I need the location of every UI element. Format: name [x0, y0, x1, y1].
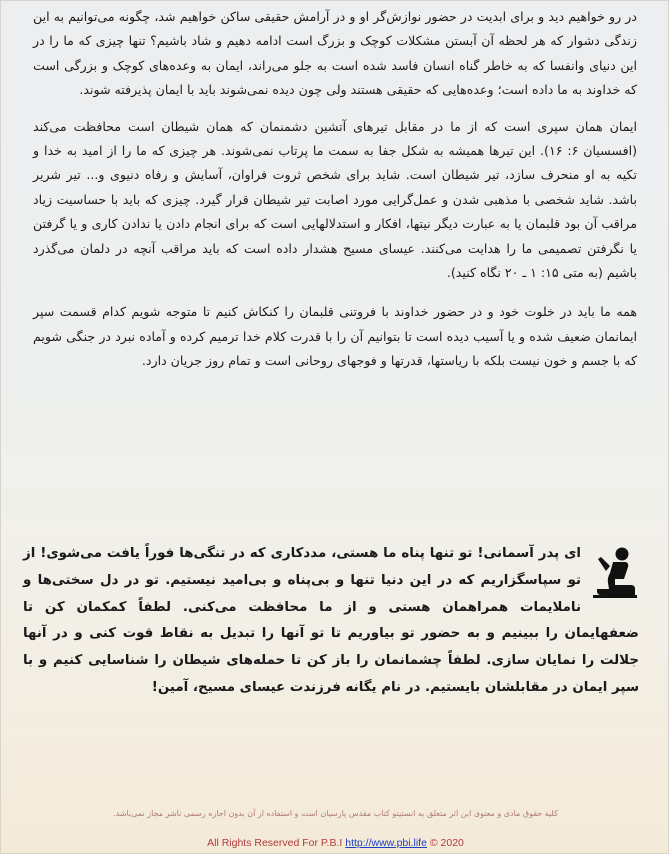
website-link[interactable]: http://www.pbi.life — [345, 837, 427, 849]
prayer-text: ای پدر آسمانی! تو تنها پناه ما هستی، مددکاری که در تنگی‌ها فوراً یافت می‌شوی! از تو سپاسگزاریم که در این دنیا تنها و بی‌پناه و بی‌امید نیستیم. تو در دل سختی‌ها و ناملایمات همراهمان هستی و از ما محافظت می‌کنی. لطفاً کمکمان کن تا ضعفهایمان را ببینیم و به حضور تو بیاوریم تا تو آنها را تبدیل به نقاط قوت کنی و در آنها جلالت را نمایان سازی. لطفاً چشمانمان را باز کن تا حمله‌های شیطان را شناسایی کنیم و با سپر ایمان در مقابلشان بایستیم. در نام یگانه فرزندت عیسای مسیح، آمین! — [23, 546, 639, 695]
paragraph-2: ایمان همان سپری است که از ما در مقابل تیرهای آتشین دشمنمان که همان شیطان است محافظت می‌کند (افسسیان ۶: ۱۶). این تیرها همیشه به شکل جفا به سمت ما پرتاب نمی‌شوند. هر چیزی که ما را از امید به خدا و تکیه به او منحرف سازد، تیر شیطان است. شاید برای شخص ثروت فراوان، آسایش و رفاه دنیوی و... تیر شریر باشد. شاید شخصی با مذهبی شدن و عمل‌گرایی مورد اصابت تیر شیطان قرار گیرد. چیزی که باید با حساسیت زیاد مراقب آن بود قلبمان یا به عبارت دیگر نیتها، افکار و استدلالهایی است که برای انجام دادن یا ندادن کاری و یا گرفتن یا نگرفتن تصمیمی ما را هدایت می‌کنند. عیسای مسیح هشدار داده است که باید مراقب آنچه در دلمان می‌گذرد باشیم (به متی ۱۵: ۱ ـ ۲۰ نگاه کنید). — [33, 118, 637, 281]
rights-notice: کلیه حقوق مادی و معنوی این اثر متعلق به انستیتو کتاب مقدس پارسیان است و استفاده از آن بدون اجازه رسمی ناشر مجاز نمی‌باشد. — [113, 809, 558, 818]
paragraph-1: در رو خواهیم دید و برای ابدیت در حضور نوازش‌گر او و در آرامش حقیقی ساکن خواهیم شد، چگونه می‌توانیم به این زندگی دشوار که هر لحظه آن آبستن مشکلات کوچک و بزرگ است ادامه دهیم و شاد باشیم؟ تنها چیزی که ما را در این دنیای وانفسا که به خاطر گناه انسان فاسد شده است به جلو می‌راند، ایمان به وعده‌های کوچک و بزرگی است که خداوند به ما داده است؛ وعده‌هایی که حقیقی هستند ولی چون دیده نمی‌شوند باید با ایمان پذیرفته شوند. — [33, 9, 637, 98]
article-body — [33, 5, 637, 374]
paragraph-3: همه ما باید در خلوت خود و در حضور خداوند با فروتنی قلبمان را کنکاش کنیم تا متوجه شویم کدام قسمت سپر ایمانمان ضعیف شده و یا آسیب دیده است تا بتوانیم آن را با قدرت کلام خدا ترمیم کرده و آماده نبرد در جنگی شویم که با جسم و خون نیست بلکه با ریاستها، قدرتها و فوجهای روحانی است و تمام روز جریان دارد. — [33, 304, 637, 369]
prayer-section — [23, 541, 639, 702]
copyright-line — [1, 837, 669, 849]
praying-person-icon — [591, 545, 639, 599]
copyright-prefix: All Rights Reserved For P.B.I — [207, 837, 343, 849]
copyright-suffix: © 2020 — [429, 837, 464, 849]
